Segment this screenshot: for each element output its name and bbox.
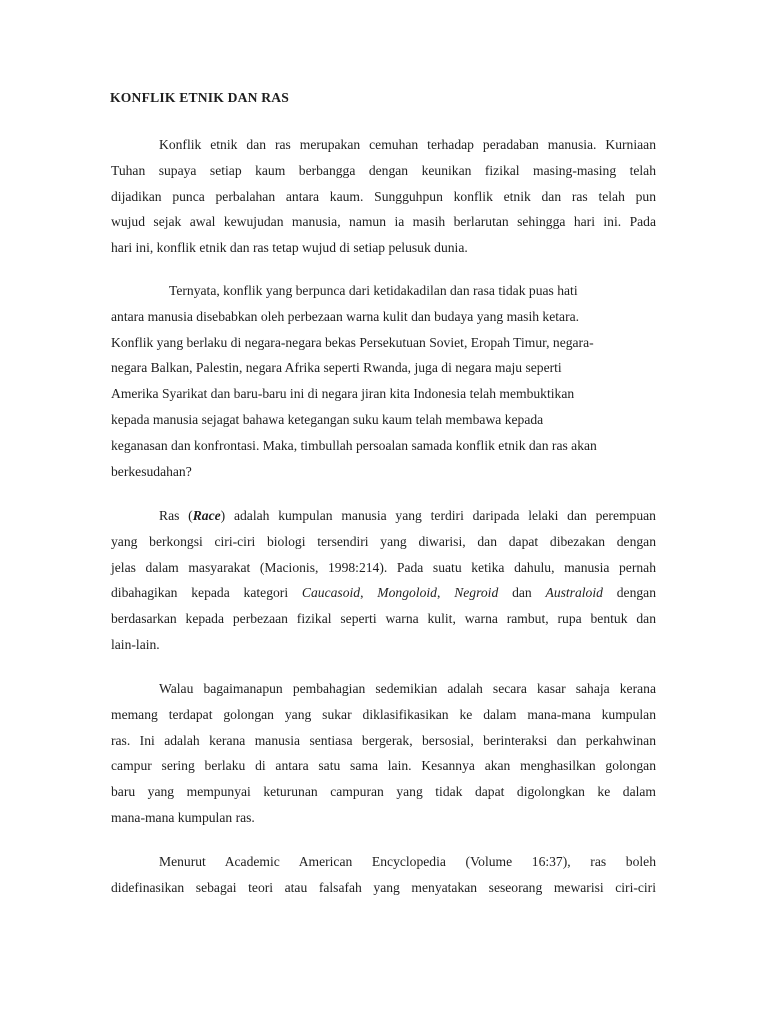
text-line: keganasan dan konfrontasi. Maka, timbullah persoalan samada konflik etnik dan ras akan xyxy=(111,437,597,453)
text-run: dibahagikan kepada kategori xyxy=(111,585,302,601)
document-title: KONFLIK ETNIK DAN RAS xyxy=(110,90,290,105)
text-line: Tuhan supaya setiap kaum berbangga dengan keunikan fizikal masing-masing telah xyxy=(111,162,656,178)
paragraph-2 xyxy=(111,278,656,484)
text-line: Walau bagaimanapun pembahagian sedemikian adalah secara kasar sahaja kerana xyxy=(159,681,656,696)
text-line: Menurut Academic American Encyclopedia (Volume 16:37), ras boleh xyxy=(159,854,656,869)
text-line: berdasarkan kepada perbezaan fizikal seperti warna kulit, warna rambut, rupa bentuk dan xyxy=(111,611,656,627)
term-caucasoid: Caucasoid xyxy=(301,585,361,601)
text-line: yang berkongsi ciri-ciri biologi tersendiri yang diwarisi, dan dapat dibezakan dengan xyxy=(111,533,656,549)
text-line: wujud sejak awal kewujudan manusia, namun ia masih berlarutan sehingga hari ini. Pada xyxy=(111,214,656,230)
text-line: mana-mana kumpulan ras. xyxy=(111,809,255,825)
text-line: memang terdapat golongan yang sukar diklasifikasikan ke dalam mana-mana kumpulan xyxy=(111,706,656,722)
text-line: didefinasikan sebagai teori atau falsafah yang menyatakan seseorang mewarisi ciri-ciri xyxy=(111,879,656,895)
text-run: dengan xyxy=(602,585,656,601)
text-line xyxy=(111,503,656,529)
text-line: Konflik etnik dan ras merupakan cemuhan terhadap peradaban manusia. Kurniaan xyxy=(159,137,656,152)
text-line: hari ini, konflik etnik dan ras tetap wujud di setiap pelusuk dunia. xyxy=(111,240,468,256)
text-run: Ras ( xyxy=(159,508,193,523)
text-line: lain-lain. xyxy=(111,636,160,652)
term-mongoloid: Mongoloid xyxy=(377,585,437,601)
text-line: berkesudahan? xyxy=(111,463,192,479)
text-line: negara Balkan, Palestin, negara Afrika seperti Rwanda, juga di negara maju seperti xyxy=(111,360,562,376)
text-line: campur sering berlaku di antara satu sama lain. Kesannya akan menghasilkan golongan xyxy=(111,758,656,774)
text-line: ras. Ini adalah kerana manusia sentiasa bergerak, bersosial, berinteraksi dan perkahwinan xyxy=(111,732,656,748)
paragraph-1 xyxy=(111,132,656,261)
text-line: antara manusia disebabkan oleh perbezaan warna kulit dan budaya yang masih ketara. xyxy=(111,308,580,324)
text-line xyxy=(111,580,656,606)
text-run: dan xyxy=(498,585,546,601)
text-line: jelas dalam masyarakat (Macionis, 1998:214). Pada suatu ketika dahulu, manusia pernah xyxy=(111,559,656,575)
paragraph-5 xyxy=(111,849,656,901)
term-race: Race xyxy=(192,508,221,523)
text-line: dijadikan punca perbalahan antara kaum. Sungguhpun konflik etnik dan ras telah pun xyxy=(111,188,656,204)
text-line: Konflik yang berlaku di negara-negara bekas Persekutuan Soviet, Eropah Timur, negara- xyxy=(111,334,594,350)
text-line: Amerika Syarikat dan baru-baru ini di negara jiran kita Indonesia telah membuktikan xyxy=(111,386,575,402)
text-line: kepada manusia sejagat bahawa ketegangan suku kaum telah membawa kepada xyxy=(111,411,544,427)
term-negroid: Negroid xyxy=(454,585,499,601)
text-line: Ternyata, konflik yang berpunca dari ketidakadilan dan rasa tidak puas hati xyxy=(169,283,578,298)
text-run: , xyxy=(436,585,455,601)
paragraph-4 xyxy=(111,676,656,831)
term-australoid: Australoid xyxy=(545,585,603,601)
text-line: baru yang mempunyai keturunan campuran yang tidak dapat digolongkan ke dalam xyxy=(111,784,656,800)
paragraph-3 xyxy=(111,503,656,658)
text-run: ) adalah kumpulan manusia yang terdiri daripada lelaki dan perempuan xyxy=(220,508,656,523)
text-run: , xyxy=(360,585,378,601)
